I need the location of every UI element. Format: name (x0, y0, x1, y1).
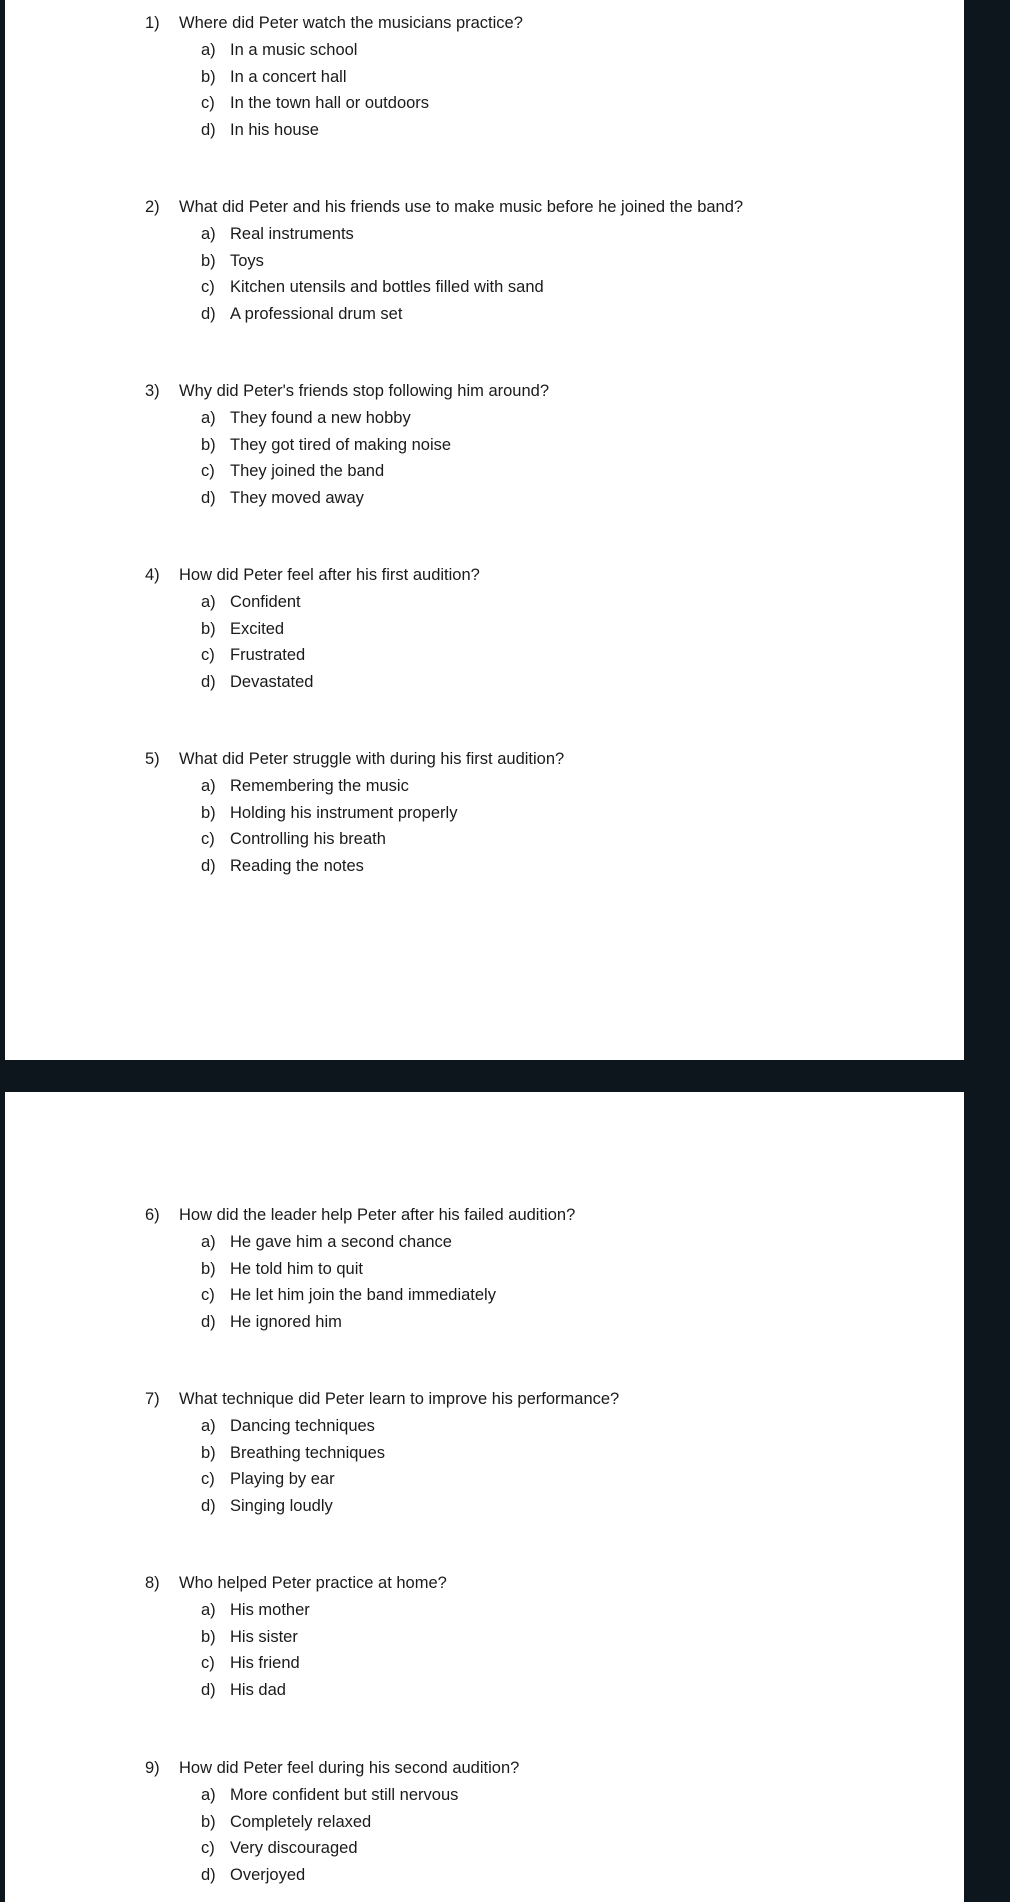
option-letter: a) (201, 1786, 216, 1804)
question-number: 8) (145, 1574, 160, 1592)
option-b (201, 432, 549, 459)
question-number: 3) (145, 382, 160, 400)
question-3 (145, 378, 549, 511)
option-text: Playing by ear (230, 1470, 335, 1489)
option-text: Holding his instrument properly (230, 803, 458, 822)
option-d (201, 1677, 447, 1704)
option-text: Confident (230, 593, 301, 611)
option-letter: b) (201, 803, 216, 822)
question-text: Where did Peter watch the musicians practice? (179, 14, 523, 32)
question-5 (145, 746, 564, 879)
document-page-2 (5, 1092, 964, 1902)
option-text: Kitchen utensils and bottles filled with sand (230, 278, 544, 297)
document-page-1 (5, 0, 964, 1060)
option-a (201, 589, 480, 616)
question-number: 7) (145, 1390, 160, 1408)
option-d (201, 1309, 575, 1336)
question-number: 6) (145, 1206, 160, 1224)
option-a (201, 37, 523, 64)
question-6 (145, 1202, 575, 1335)
option-c (201, 458, 549, 485)
option-letter: a) (201, 1417, 216, 1435)
question-4 (145, 562, 480, 695)
option-text: In a music school (230, 41, 358, 59)
option-text: Very discouraged (230, 1839, 358, 1858)
question-text: What technique did Peter learn to improve his performance? (179, 1390, 620, 1408)
option-a (201, 1229, 575, 1256)
option-text: Toys (230, 251, 264, 270)
option-text: They joined the band (230, 462, 385, 481)
option-d (201, 485, 549, 512)
option-text: Breathing techniques (230, 1443, 386, 1462)
option-letter: b) (201, 1627, 216, 1646)
option-d (201, 117, 523, 144)
option-letter: d) (201, 1312, 216, 1331)
option-text: Excited (230, 619, 285, 638)
option-letter: c) (201, 830, 215, 849)
question-text: Who helped Peter practice at home? (179, 1574, 447, 1592)
option-c (201, 826, 564, 853)
option-letter: a) (201, 41, 216, 59)
option-letter: a) (201, 1601, 216, 1619)
option-a (201, 1413, 619, 1440)
question-9 (145, 1755, 519, 1888)
option-a (201, 1782, 519, 1809)
option-letter: b) (201, 251, 216, 270)
option-a (201, 773, 564, 800)
option-a (201, 1597, 447, 1624)
option-letter: d) (201, 1496, 216, 1515)
option-text: Overjoyed (230, 1865, 306, 1884)
question-number: 9) (145, 1759, 160, 1777)
option-a (201, 405, 549, 432)
option-b (201, 800, 564, 827)
option-text: Completely relaxed (230, 1812, 372, 1831)
options-list (201, 221, 743, 327)
option-b (201, 1809, 519, 1836)
options-list (201, 405, 549, 511)
option-letter: c) (201, 646, 215, 665)
options-list (201, 773, 564, 879)
options-list (201, 589, 480, 695)
option-letter: c) (201, 1654, 215, 1673)
option-text: They moved away (230, 488, 364, 507)
question-text: What did Peter and his friends use to make music before he joined the band? (179, 198, 744, 216)
option-c (201, 1650, 447, 1677)
option-b (201, 616, 480, 643)
option-text: Real instruments (230, 225, 354, 243)
option-text: In his house (230, 120, 319, 139)
option-text: Frustrated (230, 646, 306, 665)
option-d (201, 1493, 619, 1520)
option-b (201, 1440, 619, 1467)
option-text: His friend (230, 1654, 300, 1673)
option-letter: c) (201, 1286, 215, 1305)
option-text: In a concert hall (230, 67, 347, 86)
option-letter: d) (201, 304, 216, 323)
question-number: 1) (145, 14, 160, 32)
option-text: Dancing techniques (230, 1417, 375, 1435)
question-text: How did Peter feel during his second audition? (179, 1759, 520, 1777)
options-list (201, 1597, 447, 1703)
question-number: 2) (145, 198, 160, 216)
option-letter: a) (201, 409, 216, 427)
option-text: Devastated (230, 672, 314, 691)
option-letter: b) (201, 1443, 216, 1462)
options-list (201, 37, 523, 143)
question-text: How did the leader help Peter after his failed audition? (179, 1206, 576, 1224)
options-list (201, 1782, 519, 1888)
option-text: His dad (230, 1680, 286, 1699)
option-letter: a) (201, 593, 216, 611)
options-list (201, 1413, 619, 1519)
option-text: A professional drum set (230, 304, 403, 323)
option-text: His mother (230, 1601, 310, 1619)
option-letter: d) (201, 1865, 216, 1884)
option-text: Remembering the music (230, 777, 409, 795)
option-letter: d) (201, 672, 216, 691)
option-text: His sister (230, 1627, 298, 1646)
option-d (201, 301, 743, 328)
option-letter: a) (201, 1233, 216, 1251)
question-8 (145, 1570, 447, 1703)
option-b (201, 64, 523, 91)
option-text: They got tired of making noise (230, 435, 452, 454)
option-letter: c) (201, 278, 215, 297)
option-text: In the town hall or outdoors (230, 94, 430, 113)
option-c (201, 1835, 519, 1862)
options-list (201, 1229, 575, 1335)
option-d (201, 1862, 519, 1889)
option-letter: d) (201, 120, 216, 139)
question-1 (145, 10, 523, 143)
option-letter: c) (201, 94, 215, 113)
question-number: 5) (145, 750, 160, 768)
option-c (201, 90, 523, 117)
option-c (201, 1282, 575, 1309)
option-b (201, 1256, 575, 1283)
option-letter: b) (201, 1812, 216, 1831)
option-text: He let him join the band immediately (230, 1286, 496, 1305)
option-letter: b) (201, 67, 216, 86)
option-b (201, 248, 743, 275)
option-letter: a) (201, 225, 216, 243)
option-text: They found a new hobby (230, 409, 411, 427)
option-letter: c) (201, 1839, 215, 1858)
option-letter: a) (201, 777, 216, 795)
option-letter: b) (201, 435, 216, 454)
option-text: He ignored him (230, 1312, 342, 1331)
option-text: He gave him a second chance (230, 1233, 452, 1251)
option-d (201, 669, 480, 696)
option-c (201, 1466, 619, 1493)
question-text: What did Peter struggle with during his first audition? (179, 750, 565, 768)
option-letter: d) (201, 856, 216, 875)
question-2 (145, 194, 743, 327)
question-number: 4) (145, 566, 160, 584)
option-text: Controlling his breath (230, 830, 386, 849)
question-text: Why did Peter's friends stop following him around? (179, 382, 550, 400)
option-text: Singing loudly (230, 1496, 333, 1515)
question-text: How did Peter feel after his first audition? (179, 566, 480, 584)
option-c (201, 642, 480, 669)
question-7 (145, 1386, 619, 1519)
option-letter: d) (201, 488, 216, 507)
option-letter: c) (201, 462, 215, 481)
option-c (201, 274, 743, 301)
option-letter: c) (201, 1470, 215, 1489)
option-letter: b) (201, 1259, 216, 1278)
option-d (201, 853, 564, 880)
option-letter: b) (201, 619, 216, 638)
option-b (201, 1624, 447, 1651)
option-a (201, 221, 743, 248)
option-letter: d) (201, 1680, 216, 1699)
option-text: More confident but still nervous (230, 1786, 459, 1804)
option-text: He told him to quit (230, 1259, 363, 1278)
option-text: Reading the notes (230, 856, 364, 875)
